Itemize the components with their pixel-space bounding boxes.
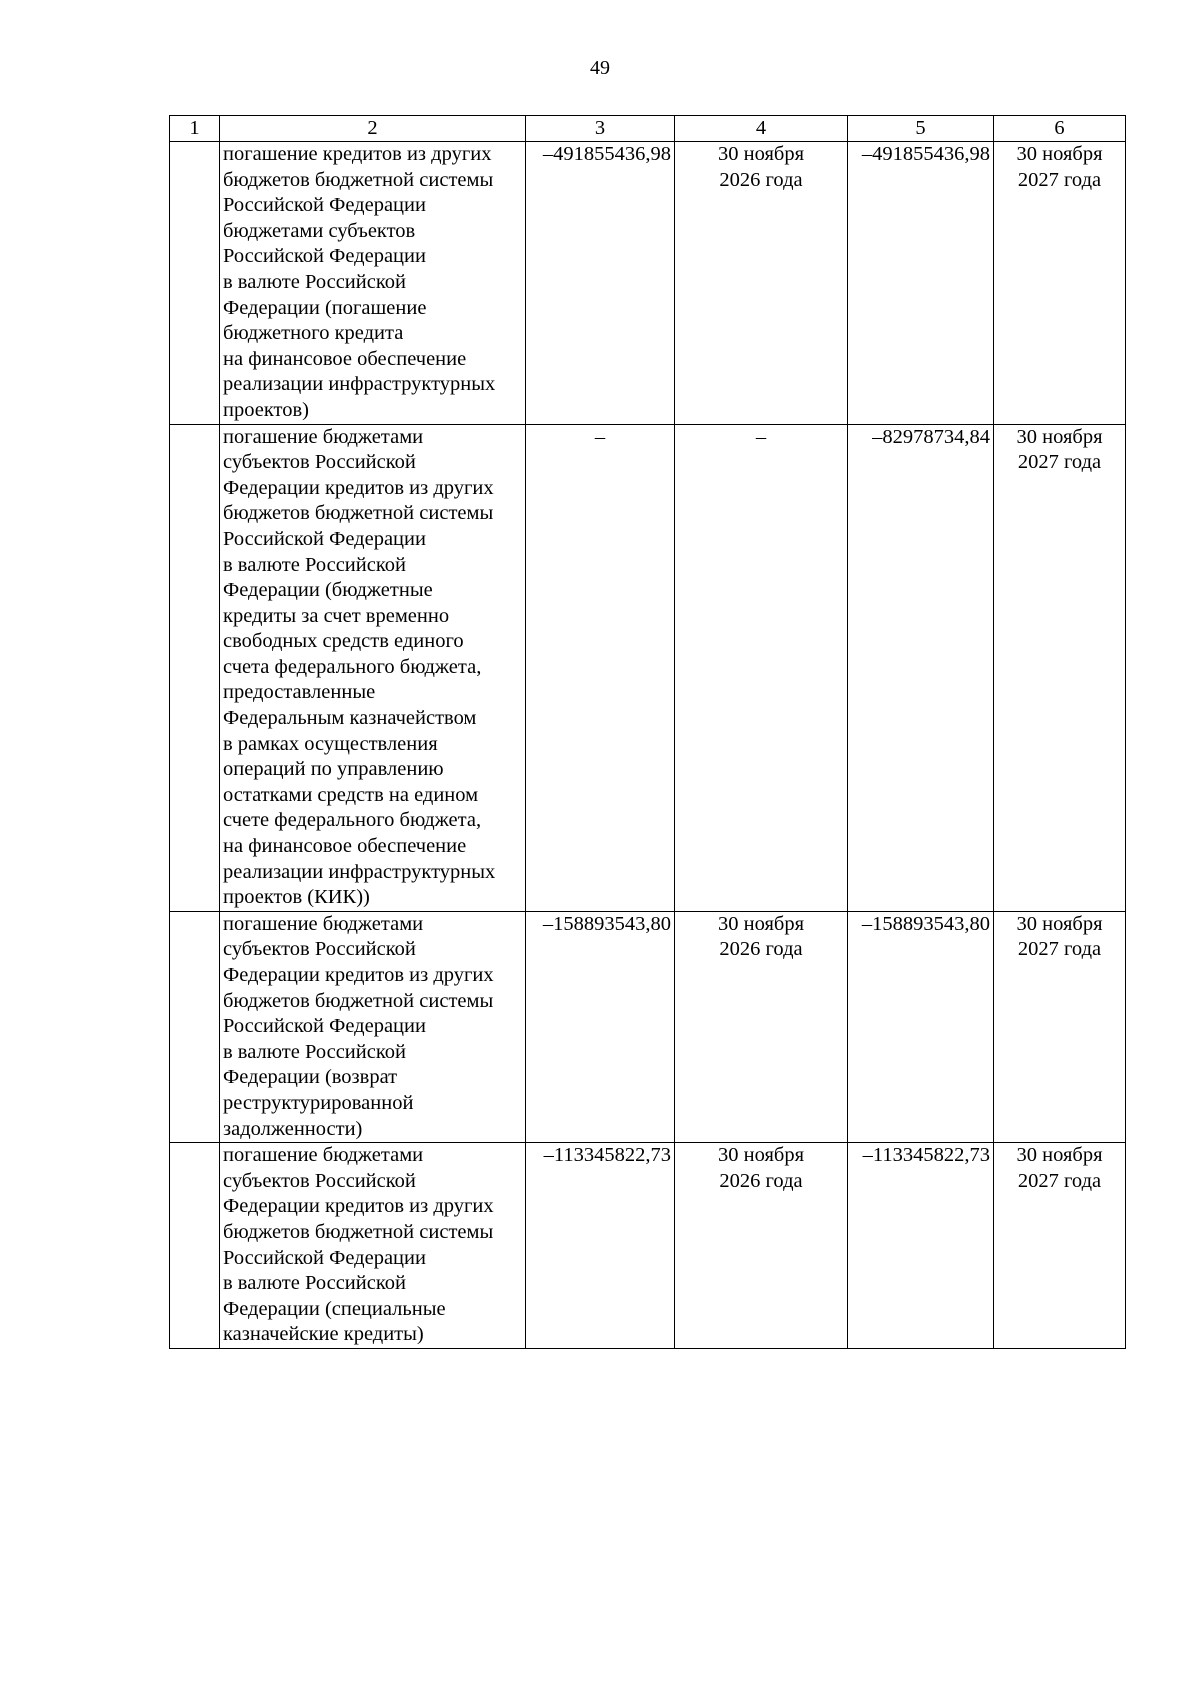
date-cell: 30 ноября 2027 года bbox=[994, 142, 1126, 425]
table-row bbox=[170, 424, 1126, 911]
amount-cell: –113345822,73 bbox=[526, 1143, 675, 1349]
row-number-cell bbox=[170, 911, 220, 1142]
row-number-cell bbox=[170, 1143, 220, 1349]
amount-cell: –491855436,98 bbox=[848, 142, 994, 425]
date-cell: 30 ноября 2027 года bbox=[994, 911, 1126, 1142]
date-cell: 30 ноября 2027 года bbox=[994, 1143, 1126, 1349]
description-cell: погашение кредитов из других бюджетов бюджетной системы Российской Федерации бюджетами субъектов Российской Федерации в валюте Российской Федерации (погашение бюджетного кредита на финансовое обеспечение реализации инфраструктурных проектов) bbox=[220, 142, 526, 425]
amount-cell: –82978734,84 bbox=[848, 424, 994, 911]
column-header: 2 bbox=[220, 116, 526, 142]
row-number-cell bbox=[170, 142, 220, 425]
column-header: 3 bbox=[526, 116, 675, 142]
table-row bbox=[170, 1143, 1126, 1349]
description-cell: погашение бюджетами субъектов Российской Федерации кредитов из других бюджетов бюджетной системы Российской Федерации в валюте Российской Федерации (бюджетные кредиты за счет временно свободных средств единого счета федерального бюджета, предоставленные Федеральным казначейством в рамках осуществления операций по управлению остатками средств на едином счете федерального бюджета, на финансовое обеспечение реализации инфраструктурных проектов (КИК)) bbox=[220, 424, 526, 911]
date-cell: 30 ноября 2026 года bbox=[675, 142, 848, 425]
table-header-row bbox=[170, 116, 1126, 142]
amount-cell: –491855436,98 bbox=[526, 142, 675, 425]
description-cell: погашение бюджетами субъектов Российской Федерации кредитов из других бюджетов бюджетной системы Российской Федерации в валюте Российской Федерации (возврат реструктурированной задолженности) bbox=[220, 911, 526, 1142]
date-cell: 30 ноября 2027 года bbox=[994, 424, 1126, 911]
description-cell: погашение бюджетами субъектов Российской Федерации кредитов из других бюджетов бюджетной системы Российской Федерации в валюте Российской Федерации (специальные казначейские кредиты) bbox=[220, 1143, 526, 1349]
column-header: 6 bbox=[994, 116, 1126, 142]
page-number: 49 bbox=[590, 57, 610, 79]
amount-cell: –113345822,73 bbox=[848, 1143, 994, 1349]
row-number-cell bbox=[170, 424, 220, 911]
amount-cell: – bbox=[526, 424, 675, 911]
column-header: 1 bbox=[170, 116, 220, 142]
date-cell: – bbox=[675, 424, 848, 911]
table-row bbox=[170, 142, 1126, 425]
date-cell: 30 ноября 2026 года bbox=[675, 1143, 848, 1349]
budget-table bbox=[169, 115, 1126, 1349]
amount-cell: –158893543,80 bbox=[526, 911, 675, 1142]
column-header: 5 bbox=[848, 116, 994, 142]
date-cell: 30 ноября 2026 года bbox=[675, 911, 848, 1142]
column-header: 4 bbox=[675, 116, 848, 142]
table-row bbox=[170, 911, 1126, 1142]
amount-cell: –158893543,80 bbox=[848, 911, 994, 1142]
